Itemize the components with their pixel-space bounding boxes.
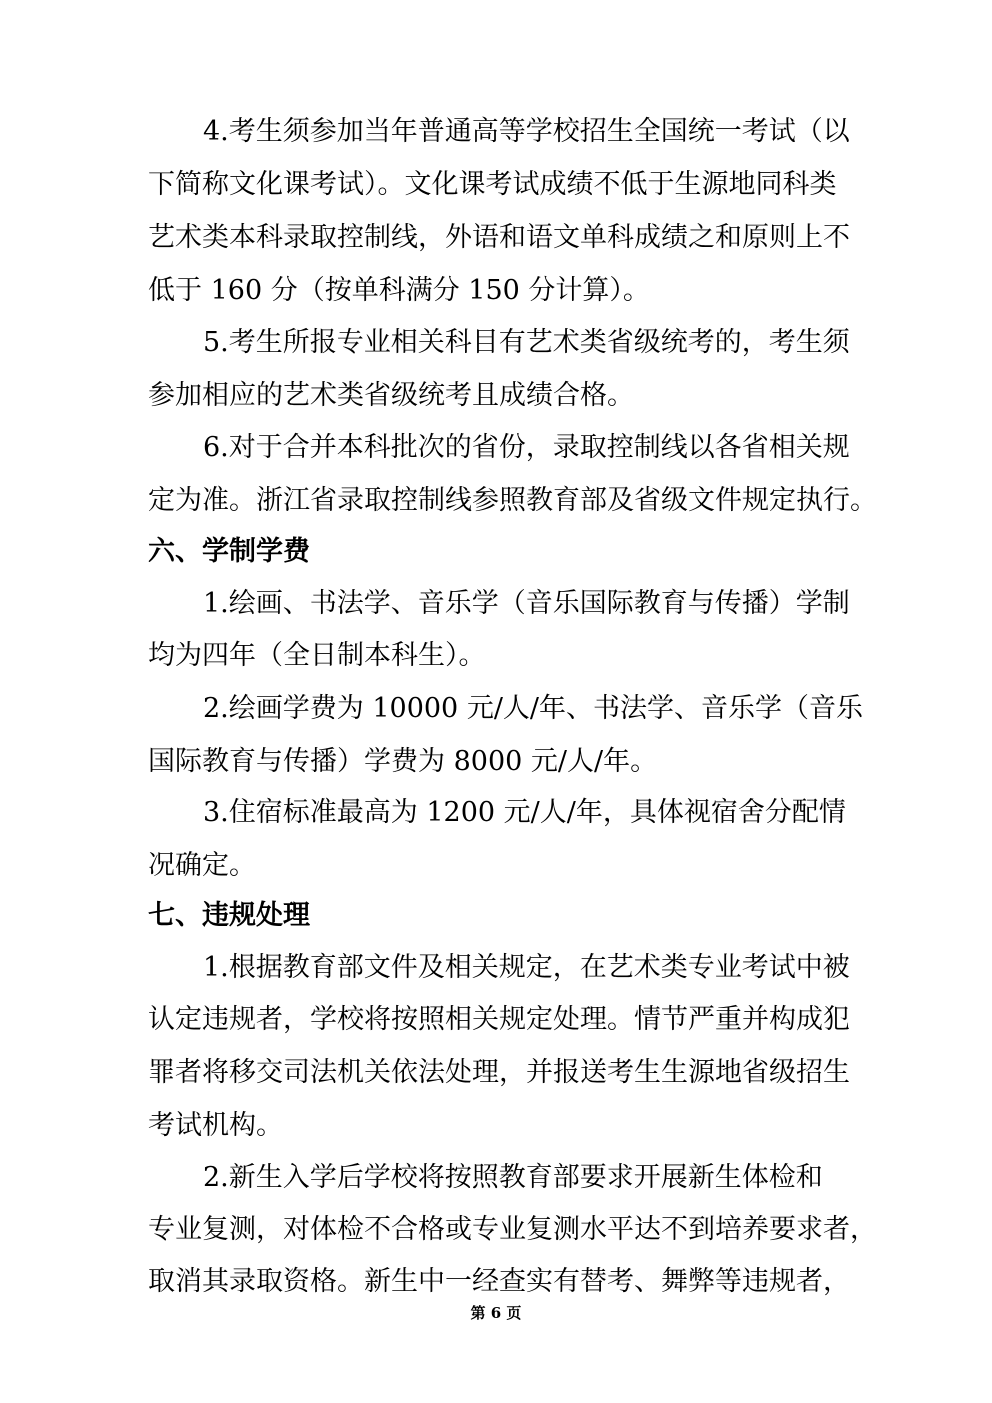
tuition-item-1-line-1: 1.绘画、书法学、音乐学（音乐国际教育与传播）学制 <box>203 588 850 619</box>
violation-item-2-line-2: 专业复测，对体检不合格或专业复测水平达不到培养要求者， <box>148 1214 877 1245</box>
section-heading-violations: 七、违规处理 <box>148 900 310 931</box>
paragraph-4-line-4: 低于 160 分（按单科满分 150 分计算）。 <box>148 275 650 306</box>
violation-item-1-line-2: 认定违规者，学校将按照相关规定处理。情节严重并构成犯 <box>148 1004 850 1035</box>
paragraph-6-line-2: 定为准。浙江省录取控制线参照教育部及省级文件规定执行。 <box>148 485 877 516</box>
violation-item-1-line-4: 考试机构。 <box>148 1110 283 1141</box>
tuition-item-1-line-2: 均为四年（全日制本科生）。 <box>148 640 486 671</box>
paragraph-4-line-1: 4.考生须参加当年普通高等学校招生全国统一考试（以 <box>203 116 850 147</box>
violation-item-2-line-3: 取消其录取资格。新生中一经查实有替考、舞弊等违规者， <box>148 1266 850 1297</box>
paragraph-6-line-1: 6.对于合并本科批次的省份，录取控制线以各省相关规 <box>203 432 850 463</box>
paragraph-4-line-2: 下简称文化课考试）。文化课考试成绩不低于生源地同科类 <box>148 169 837 200</box>
page-number: 第 6 页 <box>470 1304 522 1322</box>
tuition-item-2-line-1: 2.绘画学费为 10000 元/人/年、书法学、音乐学（音乐 <box>203 693 864 724</box>
paragraph-4-line-3: 艺术类本科录取控制线，外语和语文单科成绩之和原则上不 <box>148 222 850 253</box>
tuition-item-3-line-2: 况确定。 <box>148 850 256 881</box>
paragraph-5-line-2: 参加相应的艺术类省级统考且成绩合格。 <box>148 380 634 411</box>
paragraph-5-line-1: 5.考生所报专业相关科目有艺术类省级统考的，考生须 <box>203 327 850 358</box>
violation-item-1-line-1: 1.根据教育部文件及相关规定，在艺术类专业考试中被 <box>203 952 850 983</box>
tuition-item-2-line-2: 国际教育与传播）学费为 8000 元/人/年。 <box>148 746 658 777</box>
section-heading-tuition: 六、学制学费 <box>148 536 310 567</box>
tuition-item-3-line-1: 3.住宿标准最高为 1200 元/人/年，具体视宿舍分配情 <box>203 797 846 828</box>
violation-item-1-line-3: 罪者将移交司法机关依法处理，并报送考生生源地省级招生 <box>148 1057 850 1088</box>
violation-item-2-line-1: 2.新生入学后学校将按照教育部要求开展新生体检和 <box>203 1162 823 1193</box>
